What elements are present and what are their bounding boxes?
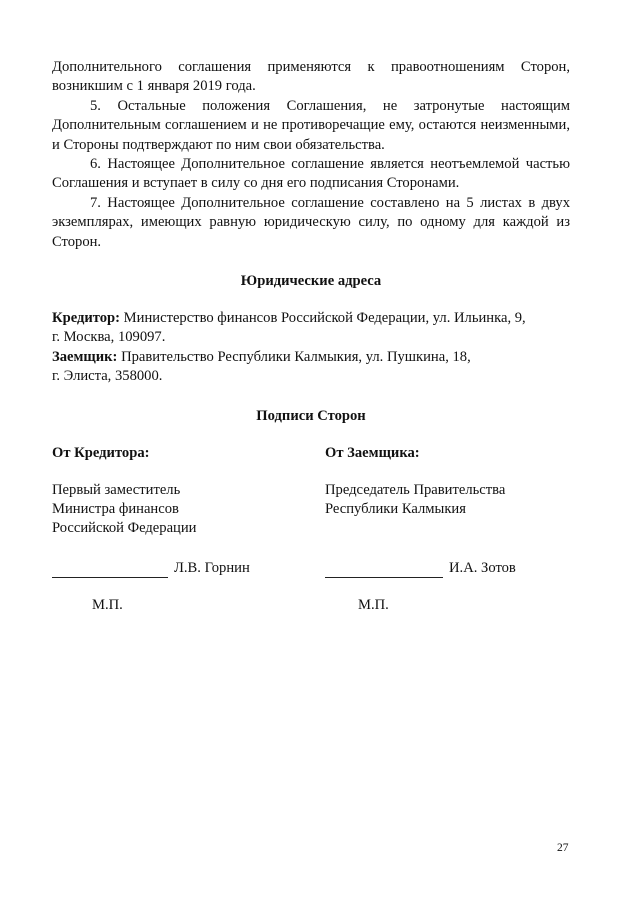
creditor-address-line1 bbox=[52, 309, 570, 328]
borrower-stamp-place: М.П. bbox=[358, 596, 389, 613]
borrower-address-line2: г. Элиста, 358000. bbox=[52, 368, 163, 385]
borrower-signature-block bbox=[325, 444, 570, 615]
borrower-address-line1 bbox=[52, 348, 570, 367]
borrower-position-line: Председатель Правительства bbox=[325, 481, 506, 498]
legal-addresses bbox=[52, 309, 570, 387]
paragraph-5: 5. Остальные положения Соглашения, не затронутые настоящим Дополнительным соглашением и не противоречащие ему, остаются неизменными, и Стороны подтверждают по ним свои обязательства. bbox=[52, 97, 570, 153]
borrower-signature-row bbox=[325, 558, 570, 578]
page-number: 27 bbox=[557, 842, 569, 854]
paragraph-7: 7. Настоящее Дополнительное соглашение составлено на 5 листах в двух экземплярах, имеющих равную юридическую силу, по одному для каждой из Сторон. bbox=[52, 194, 570, 250]
creditor-signature-row bbox=[52, 558, 325, 578]
creditor-title: От Кредитора: bbox=[52, 444, 150, 461]
borrower-address-text: Правительство Республики Калмыкия, ул. Пушкина, 18, bbox=[117, 348, 471, 365]
creditor-address-text: Министерство финансов Российской Федерации, ул. Ильинка, 9, bbox=[120, 310, 526, 327]
borrower-title: От Заемщика: bbox=[325, 444, 420, 461]
creditor-address-line2: г. Москва, 109097. bbox=[52, 329, 166, 346]
creditor-position-line: Российской Федерации bbox=[52, 519, 197, 536]
creditor-stamp-place: М.П. bbox=[92, 596, 123, 613]
borrower-signature-line bbox=[325, 562, 443, 578]
legal-addresses-heading: Юридические адреса bbox=[240, 273, 382, 290]
paragraph-6: 6. Настоящее Дополнительное соглашение является неотъемлемой частью Соглашения и вступает в силу со дня его подписания Сторонами. bbox=[52, 156, 570, 192]
document-page bbox=[52, 58, 570, 615]
creditor-signature-line bbox=[52, 562, 168, 578]
borrower-position-line: Республики Калмыкия bbox=[325, 500, 466, 517]
creditor-signer-name: Л.В. Горнин bbox=[174, 559, 250, 576]
creditor-position-line: Первый заместитель bbox=[52, 481, 181, 498]
creditor-position-line: Министра финансов bbox=[52, 500, 179, 517]
borrower-signer-name: И.А. Зотов bbox=[449, 559, 516, 576]
creditor-label: Кредитор: bbox=[52, 310, 121, 327]
creditor-signature-block bbox=[52, 444, 325, 615]
signatures-heading: Подписи Сторон bbox=[256, 407, 366, 424]
signature-columns bbox=[52, 444, 570, 615]
borrower-label: Заемщик: bbox=[52, 348, 118, 365]
paragraph-continuation: Дополнительного соглашения применяются к правоотношениям Сторон, возникшим с 1 января 2019 года. bbox=[52, 59, 570, 95]
